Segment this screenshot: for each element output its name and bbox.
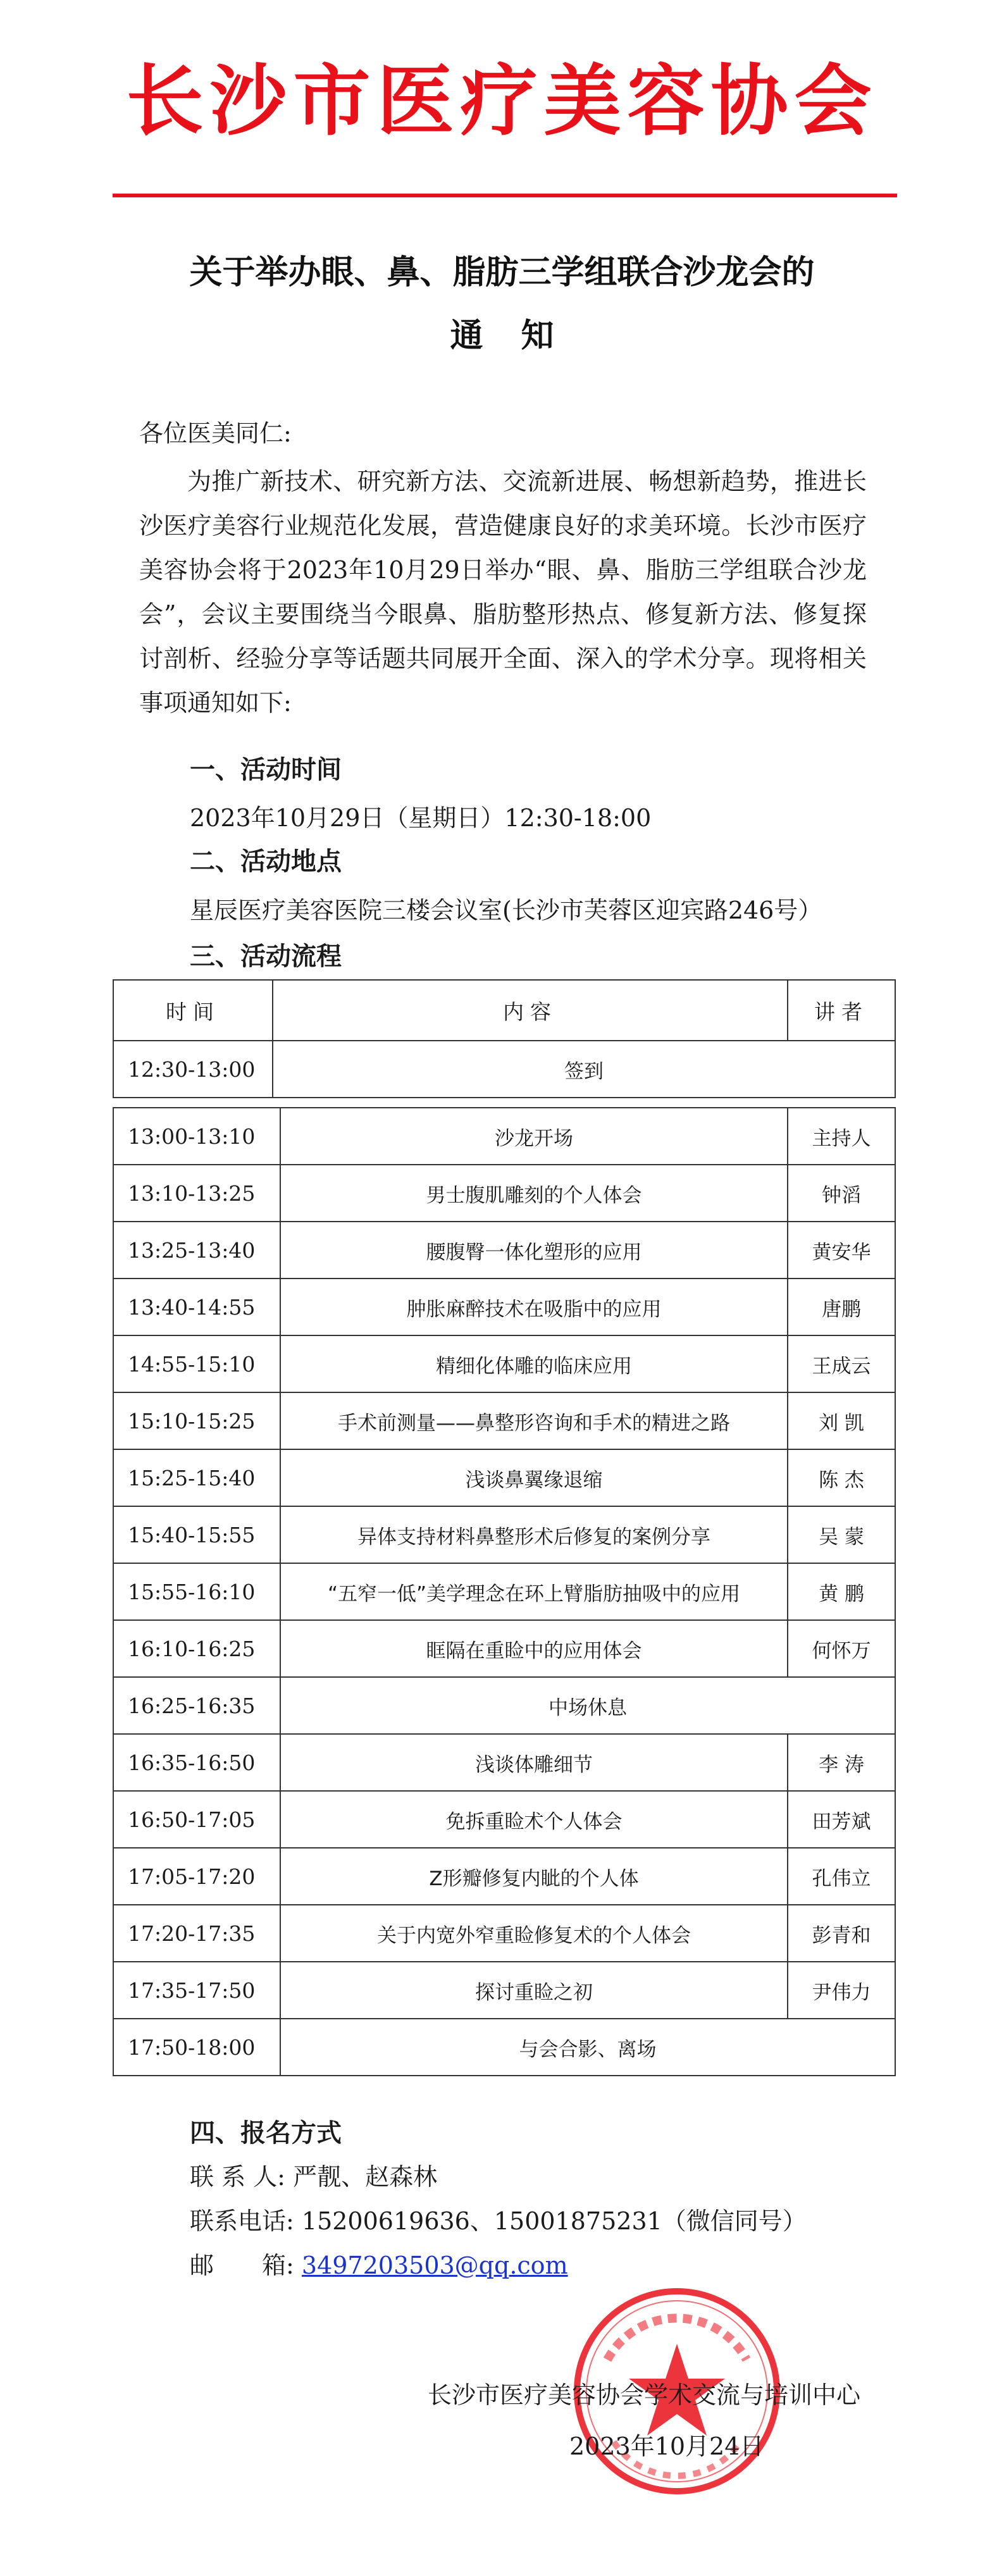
col-speaker-header: 讲者: [788, 980, 895, 1041]
contact-phone-value: 15200619636、15001875231（微信同号）: [301, 2207, 807, 2235]
schedule-row-speaker: 黄安华: [788, 1222, 895, 1279]
schedule-row-speaker: 李 涛: [788, 1734, 895, 1791]
schedule-row: [113, 1392, 895, 1449]
schedule-table: [113, 1107, 896, 2076]
contact-email-line: [190, 2246, 568, 2281]
schedule-row-time: 15:40-15:55: [113, 1506, 280, 1563]
schedule-row-speaker: 孔伟立: [788, 1848, 895, 1905]
schedule-row-speaker: 主持人: [788, 1108, 895, 1165]
schedule-row: [113, 2019, 895, 2076]
section-signup-heading: 四、报名方式: [190, 2119, 342, 2148]
schedule-row-time: 13:25-13:40: [113, 1222, 280, 1279]
schedule-row-content: 免拆重睑术个人体会: [280, 1791, 788, 1848]
schedule-row-time: 16:25-16:35: [113, 1677, 280, 1734]
schedule-row-time: 15:25-15:40: [113, 1449, 280, 1506]
notice-title-line2: 通知: [450, 317, 592, 355]
schedule-row: [113, 1677, 895, 1734]
schedule-row-content: 男士腹肌雕刻的个人体会: [280, 1165, 788, 1222]
schedule-row-time: 16:10-16:25: [113, 1620, 280, 1677]
schedule-row-speaker: 彭青和: [788, 1905, 895, 1962]
schedule-row-time: 14:55-15:10: [113, 1335, 280, 1392]
schedule-row: [113, 1449, 895, 1506]
schedule-row-content: 肿胀麻醉技术在吸脂中的应用: [280, 1279, 788, 1335]
schedule-row-speaker: 王成云: [788, 1335, 895, 1392]
schedule-row-time: 15:55-16:10: [113, 1563, 280, 1620]
schedule-row-time: 17:35-17:50: [113, 1962, 280, 2019]
section-flow-heading: 三、活动流程: [190, 942, 342, 971]
schedule-row-speaker: 尹伟力: [788, 1962, 895, 2019]
schedule-row-speaker: 钟滔: [788, 1165, 895, 1222]
greeting: 各位医美同仁:: [139, 419, 292, 447]
schedule-row-content: 沙龙开场: [280, 1108, 788, 1165]
contact-email-link[interactable]: 3497203503@qq.com: [301, 2251, 568, 2279]
schedule-row-time: 17:50-18:00: [113, 2019, 280, 2076]
signature-org: 长沙市医疗美容协会学术交流与培训中心: [428, 2381, 861, 2409]
schedule-row-speaker: 田芳斌: [788, 1791, 895, 1848]
schedule-row: [113, 1791, 895, 1848]
schedule-row: [113, 1165, 895, 1222]
schedule-row-speaker: 陈 杰: [788, 1449, 895, 1506]
schedule-row-time: 17:05-17:20: [113, 1848, 280, 1905]
schedule-row-speaker: 唐鹏: [788, 1279, 895, 1335]
org-title: 长沙市医疗美容协会: [126, 56, 878, 146]
schedule-row-speaker: 黄 鹏: [788, 1563, 895, 1620]
schedule-row-content: 探讨重睑之初: [280, 1962, 788, 2019]
schedule-row-content: Z形瓣修复内眦的个人体: [280, 1848, 788, 1905]
schedule-row-time: 16:35-16:50: [113, 1734, 280, 1791]
schedule-row: [113, 1734, 895, 1791]
schedule-row-speaker: 吴 蒙: [788, 1506, 895, 1563]
intro-paragraph: 为推广新技术、研究新方法、交流新进展、畅想新趋势，推进长沙医疗美容行业规范化发展，营造健康良好的求美环境。长沙市医疗美容协会将于2023年10月29日举办“眼、鼻、脂肪三学组联合沙龙会”，会议主要围绕当今眼鼻、脂肪整形热点、修复新方法、修复探讨剖析、经验分享等话题共同展开全面、深入的学术分享。现将相关事项通知如下:: [139, 468, 867, 717]
schedule-row-content: 异体支持材料鼻整形术后修复的案例分享: [280, 1506, 788, 1563]
section-time-heading: 一、活动时间: [190, 755, 342, 784]
col-content-header: 内容: [273, 980, 788, 1041]
schedule-row: [113, 1222, 895, 1279]
section-place-value: 星辰医疗美容医院三楼会议室(长沙市芙蓉区迎宾路246号）: [190, 896, 822, 924]
schedule-row: [113, 1563, 895, 1620]
schedule-row-time: 13:40-14:55: [113, 1279, 280, 1335]
schedule-row: [113, 1279, 895, 1335]
contact-person-value: 严靓、赵森林: [293, 2163, 438, 2191]
col-time-header: 时间: [113, 980, 273, 1041]
schedule-header-table: [113, 979, 896, 1098]
schedule-row-time: 13:10-13:25: [113, 1165, 280, 1222]
schedule-row-time: 17:20-17:35: [113, 1905, 280, 1962]
schedule-row-speaker: 何怀万: [788, 1620, 895, 1677]
contact-email-label: 邮 箱:: [190, 2251, 294, 2279]
schedule-row-content: 精细化体雕的临床应用: [280, 1335, 788, 1392]
contact-person-label: 联 系 人:: [190, 2163, 285, 2191]
schedule-row: [113, 1905, 895, 1962]
schedule-row: [113, 1335, 895, 1392]
schedule-row-time: 13:00-13:10: [113, 1108, 280, 1165]
schedule-row-content: 关于内宽外窄重睑修复术的个人体会: [280, 1905, 788, 1962]
schedule-row: [113, 1108, 895, 1165]
header-divider: [113, 194, 897, 197]
signature-date: 2023年10月24日: [569, 2432, 764, 2460]
schedule-row-time: 15:10-15:25: [113, 1392, 280, 1449]
schedule-row: [113, 1506, 895, 1563]
checkin-content: 签到: [273, 1041, 895, 1098]
schedule-row-content: 与会合影、离场: [280, 2019, 895, 2076]
notice-title-line1: 关于举办眼、鼻、脂肪三学组联合沙龙会的: [189, 254, 815, 292]
schedule-row-content: 浅谈鼻翼缘退缩: [280, 1449, 788, 1506]
schedule-row: [113, 1848, 895, 1905]
checkin-time: 12:30-13:00: [113, 1041, 273, 1098]
section-place-heading: 二、活动地点: [190, 847, 342, 876]
schedule-row-time: 16:50-17:05: [113, 1791, 280, 1848]
schedule-row-content: “五窄一低”美学理念在环上臂脂肪抽吸中的应用: [280, 1563, 788, 1620]
contact-phone-label: 联系电话:: [190, 2207, 294, 2235]
contact-person-line: [190, 2157, 437, 2192]
schedule-row-content: 眶隔在重睑中的应用体会: [280, 1620, 788, 1677]
schedule-row-content: 浅谈体雕细节: [280, 1734, 788, 1791]
section-time-value: 2023年10月29日（星期日）12:30-18:00: [190, 804, 652, 832]
schedule-row: [113, 1620, 895, 1677]
contact-phone-line: [190, 2201, 807, 2236]
schedule-row-speaker: 刘 凯: [788, 1392, 895, 1449]
schedule-row-content: 手术前测量——鼻整形咨询和手术的精进之路: [280, 1392, 788, 1449]
schedule-row-content: 中场休息: [280, 1677, 895, 1734]
schedule-row: [113, 1962, 895, 2019]
schedule-row-content: 腰腹臀一体化塑形的应用: [280, 1222, 788, 1279]
